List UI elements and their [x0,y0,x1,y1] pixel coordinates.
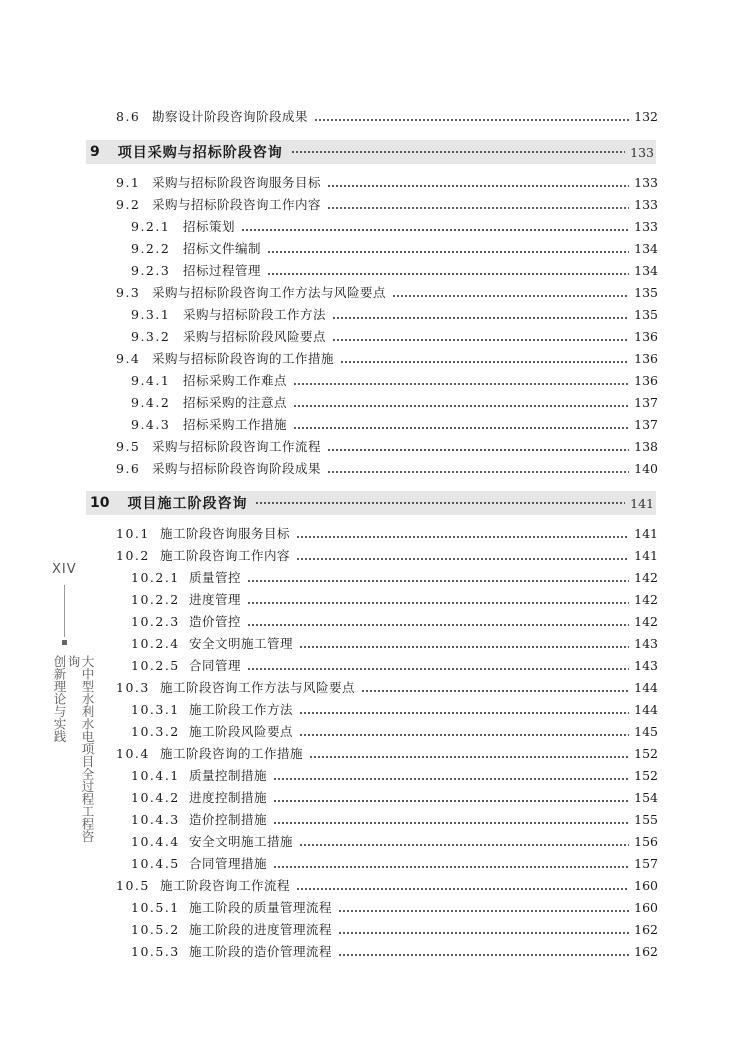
book-title-line2: 创新理论与实践 [52,655,67,743]
page-number: XIV [52,562,77,577]
toc-entry[interactable] [116,546,658,566]
chapter-number: 9 [90,144,100,160]
toc-entry-page: 137 [634,417,658,432]
toc-entry-title: 采购与招标阶段咨询服务目标 [152,175,322,190]
toc-entry-page: 157 [634,856,658,871]
toc-entry-title: 招标策划 [183,219,236,234]
book-title-line1: 大中型水利水电项目全过程工程咨询 [66,655,95,843]
toc-entry-title: 施工阶段咨询工作方法与风险要点 [160,680,356,695]
margin-bullet [62,640,67,645]
toc-entry-number: 9.6 [116,461,141,476]
toc-entry[interactable] [116,876,658,896]
toc-entry-page: 160 [634,878,658,893]
toc-entry[interactable] [131,722,658,742]
toc-entry-title: 施工阶段咨询工作流程 [160,878,291,893]
toc-entry-number: 10.2.4 [131,636,180,651]
toc-entry[interactable] [116,437,658,457]
dot-leader [273,800,629,802]
dot-leader [293,405,629,407]
toc-entry-number: 10.4.2 [131,790,180,805]
chapter-title: 项目施工阶段咨询 [127,496,248,512]
dot-leader [327,207,629,209]
margin-divider [64,585,65,637]
dot-leader [273,822,629,824]
toc-entry-page: 137 [634,395,658,410]
dot-leader [255,502,625,504]
dot-leader [247,602,629,604]
toc-entry[interactable] [131,217,658,237]
toc-entry[interactable] [131,634,658,654]
toc-entry-page: 138 [634,439,658,454]
toc-entry[interactable] [116,195,658,215]
toc-entry-page: 162 [634,922,658,937]
toc-entry-title: 招标采购的注意点 [183,395,288,410]
dot-leader [327,449,629,451]
toc-entry-page: 162 [634,944,658,959]
dot-leader [296,558,629,560]
dot-leader [299,646,629,648]
chapter-number: 10 [90,495,110,511]
toc-entry-title: 采购与招标阶段咨询工作方法与风险要点 [152,285,387,300]
dot-leader [338,910,629,912]
toc-entry-title: 施工阶段风险要点 [189,724,294,739]
toc-entry[interactable] [131,656,658,676]
toc-entry[interactable] [116,283,658,303]
toc-entry-number: 8.6 [116,109,141,124]
dot-leader [296,536,629,538]
toc-entry-page: 155 [634,812,658,827]
dot-leader [267,251,629,253]
toc-entry-title: 进度控制措施 [189,790,268,805]
toc-entry-page: 145 [634,724,658,739]
toc-entry[interactable] [116,107,658,127]
toc-entry-title: 招标采购工作难点 [183,373,288,388]
toc-entry-title: 施工阶段的进度管理流程 [189,922,333,937]
toc-entry-title: 造价管控 [189,614,242,629]
chapter-title: 项目采购与招标阶段咨询 [117,145,283,161]
toc-entry-page: 142 [634,570,658,585]
toc-entry[interactable] [131,239,658,259]
toc-entry-page: 141 [634,548,658,563]
toc-entry[interactable] [131,415,658,435]
toc-entry-page: 133 [634,219,658,234]
toc-entry[interactable] [116,349,658,369]
toc-entry-number: 10.1 [116,526,150,541]
toc-entry-page: 136 [634,329,658,344]
toc-entry-title: 招标采购工作措施 [183,417,288,432]
dot-leader [361,690,629,692]
dot-leader [291,151,625,153]
toc-entry-number: 10.4 [116,746,150,761]
toc-entry-page: 135 [634,285,658,300]
dot-leader [332,339,629,341]
dot-leader [299,734,629,736]
dot-leader [293,383,629,385]
toc-entry[interactable] [131,788,658,808]
dot-leader [241,229,629,231]
chapter-page: 133 [630,144,654,160]
toc-chapter-heading[interactable] [86,140,656,164]
toc-entry-page: 133 [634,175,658,190]
toc-entry-number: 10.2.3 [131,614,180,629]
toc-entry-title: 施工阶段咨询工作内容 [160,548,291,563]
toc-entry-number: 10.2.2 [131,592,180,607]
toc-entry[interactable] [116,744,658,764]
dot-leader [299,844,629,846]
toc-entry-number: 9.2.2 [131,241,171,256]
toc-entry-number: 9.4.1 [131,373,171,388]
toc-entry-title: 安全文明施工管理 [189,636,294,651]
toc-entry[interactable] [131,612,658,632]
dot-leader [293,427,629,429]
running-book-title [52,655,95,845]
toc-entry-page: 140 [634,461,658,476]
toc-entry-title: 安全文明施工措施 [189,834,294,849]
toc-entry-page: 144 [634,680,658,695]
toc-entry-title: 质量控制措施 [189,768,268,783]
toc-entry-page: 135 [634,307,658,322]
toc-entry[interactable] [131,854,658,874]
toc-entry-page: 134 [634,241,658,256]
toc-entry-page: 132 [634,109,658,124]
toc-entry[interactable] [116,678,658,698]
toc-entry[interactable] [131,810,658,830]
toc-entry-title: 施工阶段咨询服务目标 [160,526,291,541]
toc-entry[interactable] [131,942,658,962]
dot-leader [299,712,629,714]
toc-entry-number: 10.5.3 [131,944,180,959]
toc-entry[interactable] [131,371,658,391]
toc-entry-number: 9.3.2 [131,329,171,344]
toc-entry-number: 10.5.2 [131,922,180,937]
toc-entry-title: 采购与招标阶段咨询工作流程 [152,439,322,454]
toc-entry-title: 施工阶段咨询的工作措施 [160,746,304,761]
toc-entry[interactable] [116,459,658,479]
toc-entry-page: 144 [634,702,658,717]
toc-entry-number: 10.3.1 [131,702,180,717]
dot-leader [327,471,629,473]
toc-entry-number: 9.5 [116,439,141,454]
toc-entry-title: 采购与招标阶段咨询阶段成果 [152,461,322,476]
toc-entry[interactable] [131,766,658,786]
toc-entry-title: 施工阶段的质量管理流程 [189,900,333,915]
dot-leader [314,119,629,121]
toc-entry-number: 10.4.1 [131,768,180,783]
toc-entry-page: 156 [634,834,658,849]
toc-entry-title: 招标过程管理 [183,263,262,278]
chapter-page: 141 [630,495,654,511]
toc-entry-title: 采购与招标阶段风险要点 [183,329,327,344]
toc-entry-title: 采购与招标阶段咨询的工作措施 [152,351,335,366]
toc-entry[interactable] [131,327,658,347]
toc-entry-title: 合同管理措施 [189,856,268,871]
toc-entry-title: 质量管控 [189,570,242,585]
dot-leader [338,954,629,956]
dot-leader [273,778,629,780]
toc-entry-page: 160 [634,900,658,915]
dot-leader [340,361,629,363]
toc-entry-title: 采购与招标阶段咨询工作内容 [152,197,322,212]
toc-entry[interactable] [131,700,658,720]
toc-entry-page: 133 [634,197,658,212]
toc-entry-number: 9.2.3 [131,263,171,278]
toc-entry-number: 9.4.2 [131,395,171,410]
toc-entry-number: 10.2 [116,548,150,563]
toc-entry-title: 合同管理 [189,658,242,673]
dot-leader [267,273,629,275]
dot-leader [247,580,629,582]
toc-entry-number: 9.2.1 [131,219,171,234]
toc-entry[interactable] [131,832,658,852]
toc-entry-title: 采购与招标阶段工作方法 [183,307,327,322]
toc-entry-page: 136 [634,351,658,366]
toc-entry-page: 136 [634,373,658,388]
dot-leader [296,888,629,890]
toc-entry-page: 143 [634,658,658,673]
toc-entry-number: 10.5 [116,878,150,893]
dot-leader [338,932,629,934]
toc-entry[interactable] [131,590,658,610]
toc-entry-number: 10.4.5 [131,856,180,871]
toc-entry-title: 招标文件编制 [183,241,262,256]
toc-entry-page: 134 [634,263,658,278]
dot-leader [247,668,629,670]
toc-entry-number: 10.4.3 [131,812,180,827]
dot-leader [247,624,629,626]
toc-entry[interactable] [131,920,658,940]
toc-entry-page: 141 [634,526,658,541]
toc-entry-number: 9.4.3 [131,417,171,432]
toc-entry[interactable] [131,261,658,281]
toc-entry[interactable] [131,898,658,918]
toc-entry-number: 9.3.1 [131,307,171,322]
toc-entry[interactable] [116,173,658,193]
toc-entry[interactable] [131,568,658,588]
toc-entry-page: 142 [634,614,658,629]
toc-entry-title: 造价控制措施 [189,812,268,827]
toc-entry-page: 142 [634,592,658,607]
toc-entry-number: 10.5.1 [131,900,180,915]
toc-entry-number: 10.3.2 [131,724,180,739]
toc-entry-page: 154 [634,790,658,805]
toc-chapter-heading[interactable] [86,491,656,515]
toc-entry[interactable] [131,393,658,413]
dot-leader [327,185,629,187]
toc-entry-page: 152 [634,746,658,761]
toc-entry-title: 勘察设计阶段咨询阶段成果 [152,109,309,124]
dot-leader [273,866,629,868]
toc-entry-title: 施工阶段工作方法 [189,702,294,717]
toc-entry-number: 9.1 [116,175,141,190]
toc-entry-number: 10.2.1 [131,570,180,585]
toc-entry-number: 10.3 [116,680,150,695]
toc-entry-page: 143 [634,636,658,651]
toc-entry-number: 10.4.4 [131,834,180,849]
toc-entry-number: 9.4 [116,351,141,366]
toc-entry-number: 10.2.5 [131,658,180,673]
dot-leader [309,756,629,758]
dot-leader [392,295,629,297]
toc-entry-number: 9.3 [116,285,141,300]
toc-entry-title: 进度管理 [189,592,242,607]
toc-entry[interactable] [131,305,658,325]
toc-entry-title: 施工阶段的造价管理流程 [189,944,333,959]
toc-entry-page: 152 [634,768,658,783]
toc-entry-number: 9.2 [116,197,141,212]
toc-entry[interactable] [116,524,658,544]
dot-leader [332,317,629,319]
